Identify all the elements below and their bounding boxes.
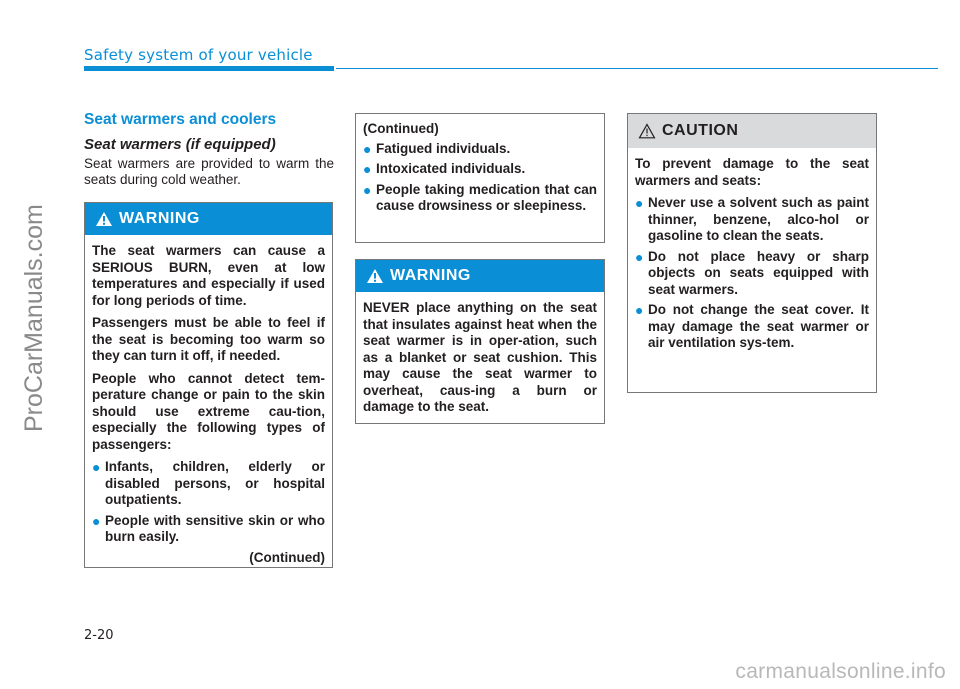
list-item — [363, 182, 597, 215]
warning-label: WARNING — [390, 267, 471, 284]
warning-triangle-icon — [95, 211, 113, 227]
caution-body — [628, 148, 876, 364]
caution-triangle-icon — [638, 123, 656, 139]
warning-body — [85, 235, 332, 574]
continued-heading: (Continued) — [363, 121, 439, 136]
warning-paragraph: The seat warmers can cause a SERIOUS BURN, even at low temperatures and especially if used for long periods of time. — [92, 243, 325, 308]
list-item-text: People with sensitive skin or who burn easily. — [105, 512, 325, 544]
list-item-text: Do not change the seat cover. It may damage the seat warmer or air ventilation sys-tem. — [648, 302, 869, 350]
warning-triangle-icon — [366, 268, 384, 284]
intro-text: Seat warmers are provided to warm the seats during cold weather. — [84, 156, 334, 187]
bullet-dot-icon: ● — [92, 459, 101, 475]
list-item — [635, 249, 869, 299]
warning-label: WARNING — [119, 210, 200, 227]
list-item — [635, 195, 869, 245]
header-title: Safety system of your vehicle — [84, 46, 313, 64]
list-item — [92, 459, 325, 509]
warning-body — [356, 292, 604, 430]
page-number: 2-20 — [84, 628, 114, 643]
caution-header — [628, 114, 876, 148]
list-item — [363, 161, 597, 178]
bullet-dot-icon: ● — [635, 302, 644, 318]
list-item-text: Never use a solvent such as paint thinner, benzene, alco-hol or gasoline to clean the seats. — [648, 195, 869, 243]
warning-header — [85, 203, 332, 235]
caution-intro: To prevent damage to the seat warmers and seats: — [635, 156, 869, 188]
list-item-text: Infants, children, elderly or disabled persons, or hospital outpatients. — [105, 459, 325, 507]
header-rule — [336, 68, 938, 69]
bullet-dot-icon: ● — [363, 181, 372, 198]
warning-box-heat — [84, 202, 333, 568]
list-item — [635, 302, 869, 352]
list-item-text: People taking medication that can cause drowsiness or sleepiness. — [376, 181, 597, 213]
list-item-text: Do not place heavy or sharp objects on seats equipped with seat warmers. — [648, 248, 869, 297]
list-item — [363, 141, 597, 158]
warning-box-insulation — [355, 259, 605, 424]
list-item — [92, 513, 325, 546]
side-watermark: ProCarManuals.com — [20, 204, 48, 432]
warning-header — [356, 260, 604, 292]
caution-label: CAUTION — [662, 122, 739, 139]
section-title: Seat warmers and coolers — [84, 111, 277, 128]
bullet-dot-icon: ● — [363, 161, 372, 177]
header-accent-bar — [84, 66, 334, 71]
continued-box — [355, 113, 605, 243]
footer-watermark: carmanualsonline.info — [735, 660, 946, 683]
subsection-title: Seat warmers (if equipped) — [84, 136, 276, 153]
bullet-dot-icon: ● — [635, 195, 644, 211]
continued-label: (Continued) — [249, 549, 325, 565]
bullet-dot-icon: ● — [635, 248, 644, 265]
warning-paragraph: People who cannot detect tem-perature change or pain to the skin should use extreme cau-tion, especially the following types of passengers: — [92, 370, 325, 452]
warning-paragraph: NEVER place anything on the seat that insulates against heat when the seat warmer is in oper-ation, such as a blanket or seat cushion. This may cause the seat warmer to overheat, caus-ing a burn or damage to the seat. — [363, 300, 597, 414]
warning-paragraph: Passengers must be able to feel if the seat is becoming too warm so they can turn it off, if needed. — [92, 315, 325, 363]
bullet-dot-icon: ● — [92, 512, 101, 529]
list-item-text: Intoxicated individuals. — [376, 161, 526, 176]
continued-body — [356, 114, 604, 227]
list-item-text: Fatigued individuals. — [376, 140, 511, 156]
caution-box — [627, 113, 877, 393]
bullet-dot-icon: ● — [363, 140, 372, 157]
